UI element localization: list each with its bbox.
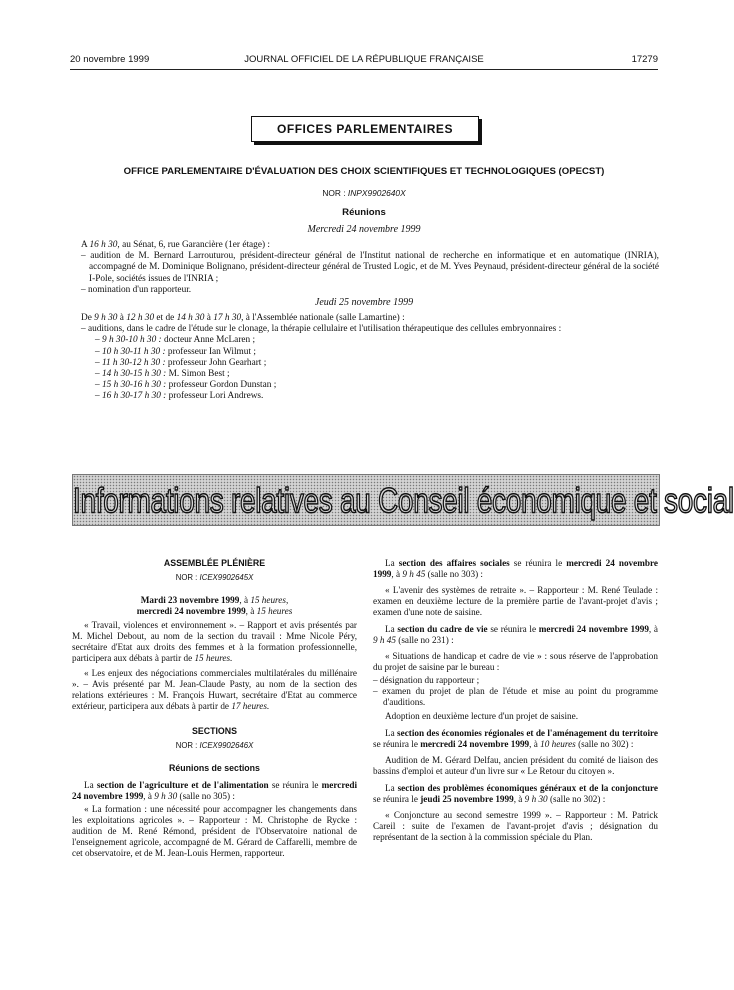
t: se réunira le — [509, 558, 567, 568]
cadre-vie-dash2: – examen du projet de plan de l'étude et mise au point du programme d'auditions. — [373, 686, 658, 707]
t: (salle no 303) : — [425, 569, 483, 579]
day2-time: 12 h 30 — [126, 313, 155, 323]
sociales-intro — [373, 558, 658, 580]
t: , à — [648, 624, 658, 634]
opecst-title: OFFICE PARLEMENTAIRE D'ÉVALUATION DES CHOIX SCIENTIFIQUES ET TECHNOLOGIQUES (OPECST) — [123, 166, 605, 177]
right-column — [373, 558, 658, 843]
date-time: 15 heures, — [250, 595, 289, 605]
date-bold: mercredi 24 novembre 1999 — [136, 606, 246, 616]
sociales-para: « L'avenir des systèmes de retraite ». – Rapporteur : M. René Teulade : examen en deuxième lecture de la première partie de l'avant-projet d'avis ; examen d'une note de saisine. — [373, 585, 658, 617]
schedule-item — [81, 380, 659, 391]
opecst-day2-date: Jeudi 25 novembre 1999 — [314, 297, 414, 308]
schedule-item — [81, 347, 659, 358]
meeting-date: mercredi 24 novembre 1999 — [538, 624, 649, 634]
meeting-time: 9 h 45 — [402, 569, 426, 579]
schedule-person: professeur John Gearhart ; — [165, 357, 267, 368]
conjoncture-intro — [373, 783, 658, 805]
day1-location: A 16 h 30, au Sénat, 6, rue Garancière (1er étage) : — [81, 240, 270, 250]
audition-schedule — [81, 335, 659, 402]
journal-title: JOURNAL OFFICIEL DE LA RÉPUBLIQUE FRANÇAISE — [244, 54, 484, 65]
t: La — [84, 780, 97, 790]
section-name: section des affaires sociales — [398, 558, 510, 568]
section-name: section des problèmes économiques généraux et de la conjoncture — [397, 783, 658, 793]
assemblee-date2 — [72, 606, 357, 617]
para-text: « Travail, violences et environnement ». – Rapport et avis présentés par M. Michel Debout, au nom de la section du travail : Mme Nicole Péry, secrétaire d'Etat aux droits des femmes et à la formation professionnelle, participera aux débats à partir de — [72, 620, 357, 663]
schedule-time: 11 h 30-12 h 30 : — [101, 357, 166, 368]
nor-code: ICEX9902645X — [199, 573, 254, 582]
t: (salle no 302) : — [547, 794, 606, 804]
day2-time: 14 h 30 — [176, 313, 205, 323]
dash: – — [95, 391, 102, 402]
meeting-time: 9 h 30 — [524, 794, 548, 804]
meeting-time: 9 h 45 — [373, 635, 396, 645]
assemblee-heading: ASSEMBLÉE PLÉNIÈRE — [163, 558, 266, 568]
regionales-intro — [373, 728, 658, 750]
opecst-nor — [70, 188, 658, 198]
nor-code: ICEX9902646X — [199, 741, 254, 750]
t: La — [385, 728, 398, 738]
schedule-time: 10 h 30-11 h 30 : — [101, 346, 166, 357]
t: , à — [529, 739, 541, 749]
cadre-vie-para: « Situations de handicap et cadre de vie » : sous réserve de l'approbation du projet de saisine par le bureau : — [373, 651, 658, 672]
page-number: 17279 — [631, 54, 658, 65]
meeting-time: 9 h 30 — [154, 791, 178, 801]
agriculture-intro — [72, 780, 357, 802]
section-name: section des économies régionales et de l'aménagement du territoire — [397, 728, 658, 738]
date-text: , à — [245, 606, 257, 616]
header-date: 20 novembre 1999 — [70, 54, 150, 65]
dash: – — [95, 346, 102, 357]
opecst-day1-date: Mercredi 24 novembre 1999 — [307, 224, 421, 235]
cadre-vie-dash1: – désignation du rapporteur ; — [373, 675, 480, 685]
schedule-person: M. Simon Best ; — [166, 369, 230, 380]
sections-nor — [72, 740, 357, 751]
cadre-vie-adoption: Adoption en deuxième lecture d'un projet de saisine. — [385, 711, 579, 721]
day2-intro: – auditions, dans le cadre de l'étude sur le clonage, la thérapie cellulaire et l'utilisation thérapeutique des cellules embryonnaires : — [81, 324, 562, 335]
date-bold: Mardi 23 novembre 1999 — [140, 595, 240, 605]
schedule-time: 15 h 30-16 h 30 : — [101, 380, 167, 391]
t: se réunira le — [373, 739, 421, 749]
schedule-time: 14 h 30-15 h 30 : — [101, 369, 167, 380]
agriculture-para: « La formation : une nécessité pour accompagner les changements dans les exploitations agricoles ». – Rapporteur : M. Christophe de Rycke : audition de M. René Rémond, président de l'Observatoire national de l'enseignement agricole, accompagné de M. Gérard de Caffarelli, membre de cet observatoire, et de M. Jean-Louis Hermen, rapporteur. — [72, 804, 357, 858]
meeting-time: 10 heures — [540, 739, 576, 749]
t: , à — [391, 569, 403, 579]
assemblee-para2 — [72, 668, 357, 712]
section-box-title: OFFICES PARLEMENTAIRES — [251, 116, 479, 142]
nor-code: INPX9902640X — [347, 188, 406, 198]
t: La — [385, 624, 398, 634]
opecst-reunions-heading: Réunions — [342, 207, 386, 218]
meeting-date: mercredi 24 novembre 1999 — [72, 780, 357, 801]
schedule-person: professeur Gordon Dunstan ; — [166, 380, 277, 391]
t: se réunira le — [487, 624, 539, 634]
t: (salle no 305) : — [177, 791, 235, 801]
opecst-day2-block — [81, 313, 659, 403]
assemblee-nor — [72, 572, 357, 583]
regionales-para: Audition de M. Gérard Delfau, ancien président du comité de liaison des bassins d'emploi et auteur d'un livre sur « Le Retour du citoyen ». — [373, 755, 658, 776]
day1-location-text: , au Sénat, 6, rue Garancière (1er étage) : — [117, 240, 270, 250]
opecst-day1-block — [81, 240, 659, 296]
schedule-time: 9 h 30-10 h 30 : — [101, 335, 162, 346]
date-time: 15 heures — [256, 606, 293, 616]
assemblee-para1 — [72, 620, 357, 664]
schedule-time: 16 h 30-17 h 30 : — [101, 391, 167, 402]
schedule-item — [81, 369, 659, 380]
day2-text: et de — [154, 313, 177, 323]
nor-label: NOR : — [175, 573, 198, 582]
reunions-sections-heading: Réunions de sections — [169, 763, 260, 773]
day1-item-nomination: – nomination d'un rapporteur. — [81, 284, 192, 295]
header-rule — [70, 69, 658, 70]
nor-label: NOR : — [322, 188, 346, 198]
para-time: 17 heures. — [231, 701, 270, 711]
ces-banner-title: Informations relatives au Conseil économique et social — [73, 481, 734, 520]
t: La — [385, 558, 399, 568]
meeting-date: jeudi 25 novembre 1999 — [420, 794, 514, 804]
dash: – — [95, 357, 102, 368]
conjoncture-para: « Conjoncture au second semestre 1999 ». – Rapporteur : M. Patrick Careil : suite de l'examen de l'avant-projet d'avis ; désignation du représentant de la section à la commission spéciale du Plan. — [373, 810, 658, 842]
section-name: section de l'agriculture et de l'alimentation — [96, 780, 269, 790]
day2-text: à — [117, 313, 127, 323]
schedule-item — [81, 335, 659, 346]
ces-banner — [72, 474, 734, 526]
assemblee-date1 — [72, 595, 357, 606]
t: La — [385, 783, 398, 793]
date-text: , à — [239, 595, 251, 605]
t: (salle no 231) : — [395, 635, 454, 645]
dash: – — [95, 335, 102, 346]
schedule-person: professeur Lori Andrews. — [166, 391, 264, 402]
meeting-date: mercredi 24 novembre 1999 — [420, 739, 530, 749]
nor-label: NOR : — [175, 741, 198, 750]
section-name: section du cadre de vie — [397, 624, 488, 634]
t: se réunira le — [373, 794, 421, 804]
day2-text: à — [204, 313, 214, 323]
day1-item-audition: – audition de M. Bernard Larrouturou, président-directeur général de l'Institut national de recherche en informatique et en automatique (INRIA), accompagné de M. Dominique Bolignano, président-directeur général de Trusted Logic, et de M. Yves Peynaud, président-directeur général de la société I-Pole, sociétés issues de l'INRIA ; — [81, 251, 659, 284]
schedule-person: professeur Ian Wilmut ; — [165, 346, 256, 357]
schedule-person: docteur Anne McLaren ; — [161, 335, 256, 346]
dash: – — [95, 380, 102, 391]
meeting-date: mercredi 24 novembre 1999 — [373, 558, 658, 579]
day2-location — [81, 313, 659, 324]
day2-time: 9 h 30 — [94, 313, 118, 323]
sections-heading: SECTIONS — [192, 726, 237, 736]
left-column — [72, 558, 357, 859]
day2-text: , à l'Assemblée nationale (salle Lamartine) : — [241, 313, 405, 323]
t: , à — [513, 794, 525, 804]
page-header — [70, 54, 658, 68]
t: se réunira le — [268, 780, 322, 790]
day2-text: De — [81, 313, 95, 323]
day2-time: 17 h 30 — [213, 313, 242, 323]
t: , à — [143, 791, 155, 801]
day1-time: 16 h 30 — [89, 240, 118, 250]
para-time: 15 heures. — [194, 653, 233, 663]
schedule-item — [81, 391, 659, 402]
cadre-vie-intro — [373, 624, 658, 646]
t: (salle no 302) : — [575, 739, 634, 749]
schedule-item — [81, 358, 659, 369]
para-text: « Les enjeux des négociations commerciales multilatérales du millénaire ». – Avis présenté par M. Jean-Claude Pasty, au nom de la section des relations extérieures : M. François Huwart, secrétaire d'Etat au commerce extérieur, participera aux débats à partir de — [72, 668, 357, 711]
dash: – — [95, 369, 102, 380]
